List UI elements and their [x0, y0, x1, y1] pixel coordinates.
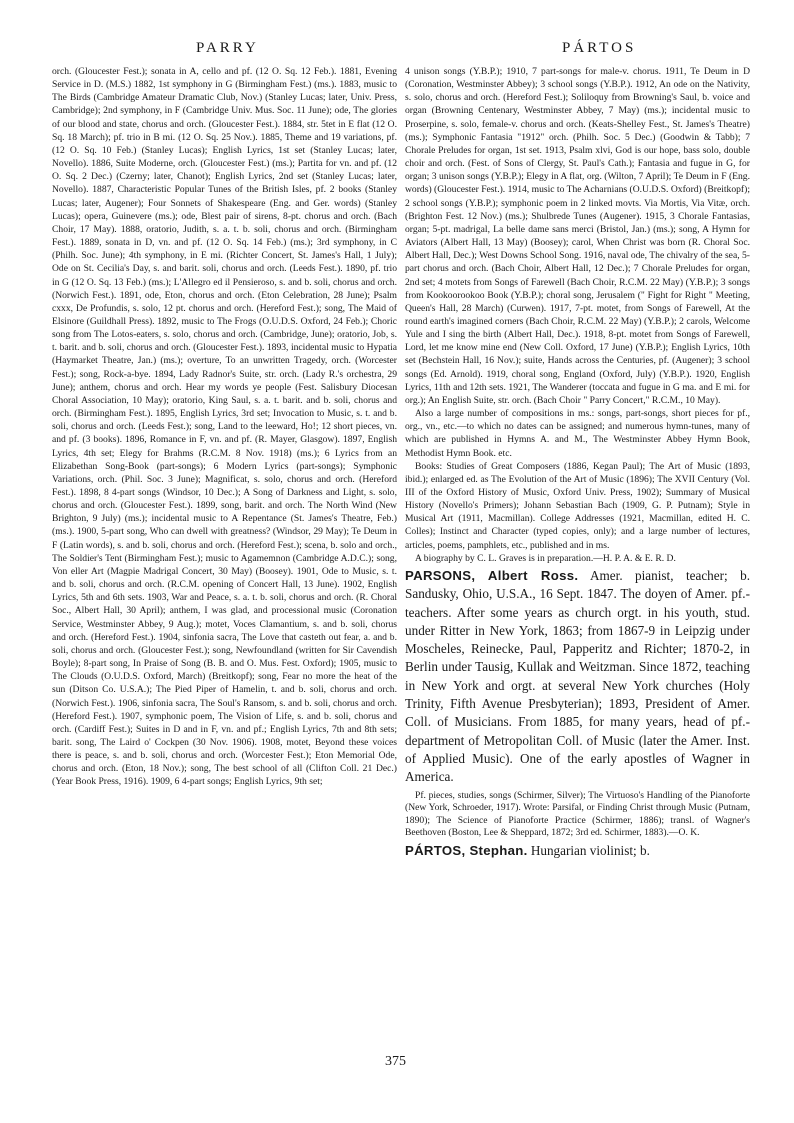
parsons-headword: PARSONS, Albert Ross. — [405, 567, 579, 583]
running-header — [0, 40, 794, 60]
partos-headword: PÁRTOS, Stephan. — [405, 842, 528, 858]
parry-books: Books: Studies of Great Composers (1886, Kegan Paul); The Art of Music (1893, ibid.); enlarged ed. as The Evolution of the Art of Music (1896); The XVII Century (Vol. III of the Oxford History of Music, Oxford Univ. Press, 1902); Summary of Musical History (Novello's Primers); Johann Sebastian Bach (1909, G. P. Putnam); Style in Musical Art (1911, Macmillan). College Addresses (1921, Macmillan, edited H. C. Colles); Instinct and Character (typed copies, only); and a large number of lectures, articles, poems, pamphlets, etc., published and in ms. — [405, 460, 750, 551]
parsons-text: Amer. pianist, teacher; b. Sandusky, Ohio, U.S.A., 16 Sept. 1847. The doyen of Amer. pf.-teachers. After some years as church orgt. in his youth, stud. under Ritter in New York, 1863; from 1867-9 in Leipzig under Moscheles, Reinecke, Paul, Papperitz and Richter; 1870-2, in Berlin under Tausig, Kullak and Weitzman. Since 1872, teaching in New York and orgt. at several New York churches (Holy Trinity, Fifth Avenue Presbyterian); 1893, President of Amer. Coll. of Musicians. From 1885, for many years, head of pf.-department of Metropolitan Coll. of Music (later the Amer. Inst. of Applied Music). One of the early apostles of Wagner in America. — [405, 567, 750, 785]
header-left: PARRY — [196, 40, 259, 56]
header-right: PÁRTOS — [562, 40, 637, 56]
partos-entry — [405, 842, 750, 860]
parsons-entry — [405, 567, 750, 787]
partos-text: Hungarian violinist; b. — [527, 842, 650, 858]
page-number: 375 — [385, 1054, 406, 1069]
parry-biography-note: A biography by C. L. Graves is in preparation.—H. P. A. & E. R. D. — [415, 552, 676, 564]
parry-ms-compositions: Also a large number of compositions in ms.: songs, part-songs, short pieces for pf., org., vn., etc.—to which no dates can be assigned; and numerous hymn-tunes, many of which are published in Hymns A. and M., The Westminster Abbey Hymn Book, Methodist Hymn Book. etc. — [405, 408, 750, 459]
parsons-works: Pf. pieces, studies, songs (Schirmer, Silver); The Virtuoso's Handling of the Pianoforte (New York, Schroeder, 1917). Wrote: Parsifal, or Finding Christ through Music (Putnam, 1890); The Science of Pianoforte Practice (Schirmer, 1886); transl. of Wagner's Beethoven (Boston, Lee & Sheppard, 1872; 3rd ed. Schirmer, 1883).—O. K. — [405, 789, 750, 839]
right-column — [405, 65, 750, 1050]
parry-works-list-end: 4 unison songs (Y.B.P.); 1910, 7 part-songs for male-v. chorus. 1911, Te Deum in D (Coronation, Westminster Abbey); 3 school songs (Y.B.P.). 1912, An ode on the Nativity, s. solo, chorus and orch. (Hereford Fest.); Soliloquy from Browning's Saul, b. voice and organ (Browning Centenary, Westminster Abbey, 7 May) (ms.); incidental music to Proserpine, s. solo, female-v. chorus and orch. (Keats-Shelley Fest., St. James's Theatre) (ms.); Symphonic Fantasia "1912" orch. (Philh. Soc. 5 Dec.) (Goodwin & Tabb); 7 Chorale Preludes for organ, 1st set. 1913, Psalm xlvi, God is our hope, bass solo, double choir and orch. (Fest. of Sons of Clergy, St. Paul's Cath.); Fantasia and fugue in G, for organ; 3 unison songs (Y.B.P.); Elegy in A flat, org. (Wilton, 7 April); Te Deum in F (Eng. words) (Gloucester Fest.). 1914, music to The Acharnians (O.U.D.S. Oxford) (Breitkopf); 2 school songs (Y.B.P.); symphonic poem in 2 linked movts. Via Mortis, Via Vitæ, orch. (Brighton Fest. 12 Nov.) (ms.); Shulbrede Tunes (Augener). 1915, 3 Chorale Fantasias, organ; 5-pt. madrigal, La belle dame sans merci (Bristol, Jan.) (ms.); song, A Hymn for Aviators (Albert Hall, 13 May) (Boosey); carol, When Christ was born (R. Choral Soc. Albert Hall, Dec.); West Downs School Song. 1916, naval ode, The chivalry of the sea, 5-part chorus and orch. (Bach Choir, Albert Hall, 12 Dec.); 7 Chorale Preludes for organ, 2nd set; 4 motets from Songs of Farewell (Bach Choir, R.C.M. 22 May) (Y.B.P.); 3 songs from Kookoorookoo Book (Y.B.P.); choral song, Jerusalem (" Fight for Right " Meeting, Queen's Hall, 28 March) (Curwen). 1917, 7-pt. motet, from Songs of Farewell, At the round earth's imagined corners (Bach Choir, R.C.M. 22 May) (Y.B.P.); 2 carols, Welcome Yule and I sing the birth (Albert Hall, Dec.). 1918, 8-pt. motet from Songs of Farewell, Lord, let me know mine end (New Coll. Oxford, 17 June) (Y.B.P.); English Lyrics, 10th set (Bechstein Hall, 16 Nov.); suite, Hands across the Centuries, pf. (Augener); 3 school songs (Ed. Arnold). 1919, choral song, England (Oxford, July) (Y.B.P.). 1920, English Lyrics, 11th and 12th sets. 1921, The Wanderer (toccata and fugue in G ma. and E mi. for org.); An English Suite, str. orch. (Bach Choir " Parry Concert," R.C.M., 10 May). — [405, 66, 750, 406]
left-column — [52, 65, 397, 1050]
parry-works-list-continued: orch. (Gloucester Fest.); sonata in A, cello and pf. (12 O. Sq. 12 Feb.). 1881, Evening Service in D. (M.S.) 1882, 1st symphony in G (Birmingham Fest.) (ms.). 1883, music to The Birds (Cambridge Amateur Dramatic Club, Nov.) (Stanley Lucas; later, Univ. Press, Cambridge); 2nd symphony, in F (Cambridge Univ. Mus. Soc. 11 June); ode, The glories of our blood and state, chorus and orch. (Gloucester Fest.). 1884, str. 5tet in E flat (12 O. Sq. 18 March); pf. trio in B mi. (12 O. Sq. 25 Nov.). 1885, Theme and 19 variations, pf. (12 O. Sq. 10 Feb.) (Stanley Lucas); English Lyrics, 1st set (Stanley Lucas; later, Novello). 1886, Suite Moderne, orch. (Gloucester Fest.) (ms.); Partita for vn. and pf. (12 O. Sq. 2 Dec.) (Czerny; later, Chanot); English Lyrics, 2nd set (Stanley Lucas; later, Novello). 1887, Characteristic Popular Tunes of the British Isles, pf. 2 books (Stanley Lucas; later, Augener); Four Sonnets of Shakespeare (Eng. and Ger. words) (Stanley Lucas); opera, Guinevere (ms.); ode, Blest pair of sirens, 8-pt. chorus and orch. (Bach Choir, 17 May). 1888, oratorio, Judith, s. a. t. b. soli, chorus and orch. (Birmingham Fest.). 1889, sonata in D, vn. and pf. (12 O. Sq. 14 Feb.) (ms.); 3rd symphony, in C (Philh. Soc. June); 4th symphony, in E mi. (Richter Concert, St. James's Hall, 1 July); Ode on St. Cecilia's Day, s. and barit. soli, chorus and orch. (Leeds Fest.). 1890, pf. trio in G (12 O. Sq. 13 Feb.) (ms.); L'Allegro ed il Pensieroso, s. and b. soli, chorus and orch. (Norwich Fest.). 1891, ode, Eton, chorus and orch. (Eton Celebration, 28 June); Psalm cxxx, De Profundis, s. solo, 12 pt. chorus and orch. (Hereford Fest.); song, The Maid of Elsinore (Guildhall Press). 1892, music to The Frogs (O.U.D.S. Oxford, 24 Feb.); Choric song from The Lotos-eaters, s. solo, chorus and orch. (Cambridge, June); oratorio, Job, s. t. barit. and b. soli, chorus and orch. (Gloucester Fest.). 1893, incidental music to Hypatia (Haymarket Theatre, Jan.) (ms.); overture, To an unwritten Tragedy, orch. (Worcester Fest.); song, Rock-a-bye. 1894, Lady Radnor's Suite, str. orch. (Lady R.'s orchestra, 29 June); anthem, chorus and orch. Hear my words ye people (Fest. Salisbury Diocesan Choral Association, 10 May); oratorio, King Saul, s. a. t. barit. and b. soli, chorus and orch. (Birmingham Fest.). 1895, English Lyrics, 3rd set; Invocation to Music, s. t. and b. soli, chorus and orch. (Leeds Fest.); song, Land to the leeward, Ho!; 12 short pieces, vn. and pf. (3 books). 1896, Romance in F, vn. and pf. (R. Mayer, Glasgow). 1897, English Lyrics, 4th set; Elegy for Brahms (R.C.M. 8 Nov. 1918) (ms.); 6 Lyrics from an Elizabethan Song-Book (part-songs); 6 Modern Lyrics (part-songs); Symphonic Variations, orch. (Phil. Soc. 3 June); Magnificat, s. solo, chorus and orch. (Hereford Fest.). 1898, 8 4-part songs (Windsor, 10 Dec.); A Song of Darkness and Light, s. solo, chorus and orch. (Gloucester Fest.). 1899, song, barit. and orch. The North Wind (New Brighton, 9 July) (ms.); incidental music to A Repentance (St. James's Theatre, Feb.) (ms.). 1900, 5-part song, Who can dwell with greatness? (Windsor, 29 May); Te Deum in F (Latin words), s. and b. soli, chorus and orch. (Hereford Fest.); scena, b. solo and orch., The Soldier's Tent (Birmingham Fest.); music to Agamemnon (Cambridge A.D.C.); song, Von eller Art (Magpie Madrigal Concert, 30 May) (Boosey). 1901, Ode to Music, s. t. and b. soli, chorus and orch. (R.C.M. opening of Concert Hall, 13 June). 1902, English Lyrics, 5th and 6th sets. 1903, War and Peace, s. a. t. b. soli, chorus and orch. (R. Choral Soc., Albert Hall, 30 April); anthem, I was glad, and processional music (Coronation Service, Westminster Abbey, 9 Aug.); motet, Voces Clamantium, s. and b. soli, chorus and orch. (Hereford Fest.). 1904, sinfonia sacra, The Love that casteth out fear, a. and b. soli, chorus and orch. (Gloucester Fest.); song, Newfoundland (written for Sir Cavendish Boyle); 8-part song, In Praise of Song (B. B. and O. Mus. Fest. Oxford); 1905, music to The Clouds (O.U.D.S. Oxford, March) (Breitkopf); song, Fear no more the heat of the sun (Ditson Co. U.S.A.); The Pied Piper of Hamelin, t. and b. soli, chorus and orch. (Norwich Fest.). 1906, sinfonia sacra, The Soul's Ransom, s. and b. soli, chorus and orch. (Hereford Fest.). 1907, symphonic poem, The Vision of Life, s. and b. soli, chorus and orch. (Cardiff Fest.); Suites in D and in F, vn. and pf.; English Lyrics, 7th and 8th sets; barit. song, The Laird o' Cockpen (30 Nov. 1906). 1908, motet, Beyond these voices there is peace, s. and b. soli, chorus and orch. (Worcester Fest.); Eton Memorial Ode, chorus and orch. (Eton, 18 Nov.); song, The best school of all (Clifton Coll. 21 Dec.) (Year Book Press, 1916). 1909, 6 4-part songs; English Lyrics, 9th set; — [52, 66, 397, 788]
